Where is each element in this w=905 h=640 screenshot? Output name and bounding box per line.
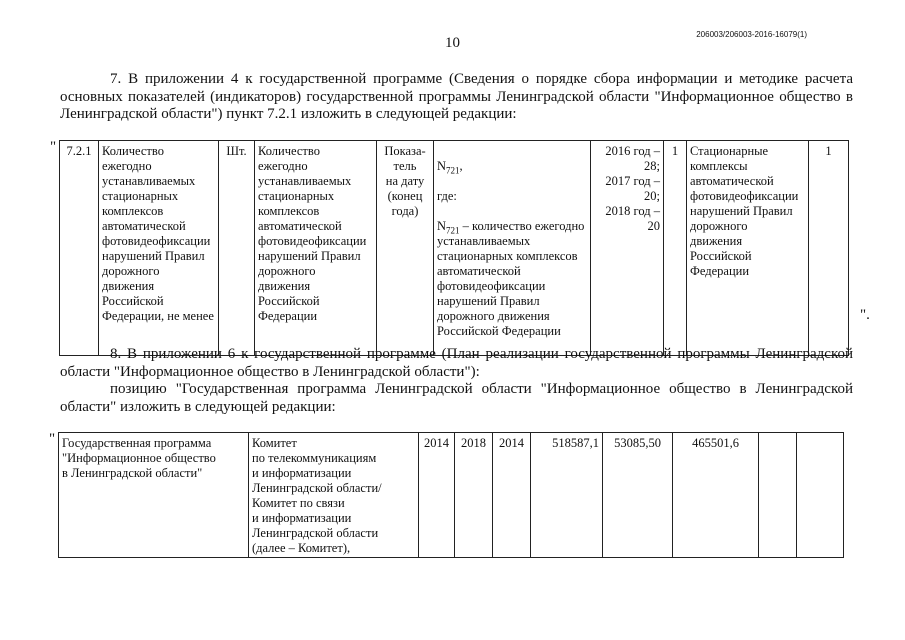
column-one-cell: 1 [664, 141, 687, 356]
table-row [60, 141, 849, 356]
formula-desc-symbol: N [437, 219, 447, 233]
regional-amount-cell: 465501,6 [673, 433, 759, 558]
table1-close-quote: ". [860, 307, 870, 323]
formula-desc-text: – количество ежегодно устанавливаемых стационарных комплексов автоматической фотовидеофиксации нарушений Правил дорожного движения Российской Федерации [437, 219, 585, 338]
definition-cell: Количество ежегодно устанавливаемых стационарных комплексов автоматической фотовидеофиксации нарушений Правил дорожного движения Российской Федерации [255, 141, 377, 356]
executor-cell: Комитет по телекоммуникациям и информатизации Ленинградской области/ Комитет по связи и информатизации Ленинградской области (далее – Комитет), [249, 433, 419, 558]
years-values-cell: 2016 год – 28; 2017 год – 20; 2018 год – 20 [591, 141, 664, 356]
formula-subscript: 721 [446, 165, 460, 176]
year-current-cell: 2014 [493, 433, 531, 558]
year-start-cell: 2014 [419, 433, 455, 558]
data-source-cell: Стационарные комплексы автоматической фотовидеофиксации нарушений Правил дорожного движения Российской Федерации [687, 141, 809, 356]
formula-where: где: [437, 189, 457, 203]
formula-description [437, 219, 587, 339]
total-amount-cell: 518587,1 [531, 433, 603, 558]
paragraph-8-line-2: позицию "Государственная программа Ленинградской области "Информационное общество в Ленинградской области" изложить в следующей редакции: [60, 381, 853, 415]
unit-cell: Шт. [219, 141, 255, 356]
last-column-cell: 1 [809, 141, 849, 356]
formula-line [437, 159, 587, 174]
paragraph-8-line-1: 8. В приложении 6 к государственной программе (План реализации государственной программы Ленинградской области "Информационное общество в Ленинградской области"): [60, 346, 853, 380]
page-number: 10 [445, 35, 460, 51]
document-id: 206003/206003-2016-16079(1) [696, 30, 807, 39]
formula-tail: , [459, 159, 463, 173]
table2-open-quote: " [49, 431, 56, 447]
indicator-type-cell: Показа- тель на дату (конец года) [377, 141, 434, 356]
item-number-cell: 7.2.1 [60, 141, 99, 356]
plan-table [58, 432, 844, 558]
program-name-cell: Государственная программа "Информационное общество в Ленинградской области" [59, 433, 249, 558]
indicator-table [59, 140, 849, 356]
federal-amount-cell: 53085,50 [603, 433, 673, 558]
empty-cell [797, 433, 844, 558]
formula-cell [434, 141, 591, 356]
table-row [59, 433, 844, 558]
indicator-name-cell: Количество ежегодно устанавливаемых стационарных комплексов автоматической фотовидеофиксации нарушений Правил дорожного движения Российской Федерации, не менее [99, 141, 219, 356]
year-end-cell: 2018 [455, 433, 493, 558]
paragraph-8 [60, 346, 853, 416]
paragraph-7: 7. В приложении 4 к государственной программе (Сведения о порядке сбора информации и методике расчета основных показателей (индикаторов) государственной программы Ленинградской области "Информационное общество в Ленинградской области") пункт 7.2.1 изложить в следующей редакции: [60, 71, 853, 122]
formula-desc-subscript: 721 [446, 225, 460, 236]
empty-cell [759, 433, 797, 558]
table1-open-quote: " [50, 139, 57, 155]
formula-symbol: N [437, 159, 447, 173]
